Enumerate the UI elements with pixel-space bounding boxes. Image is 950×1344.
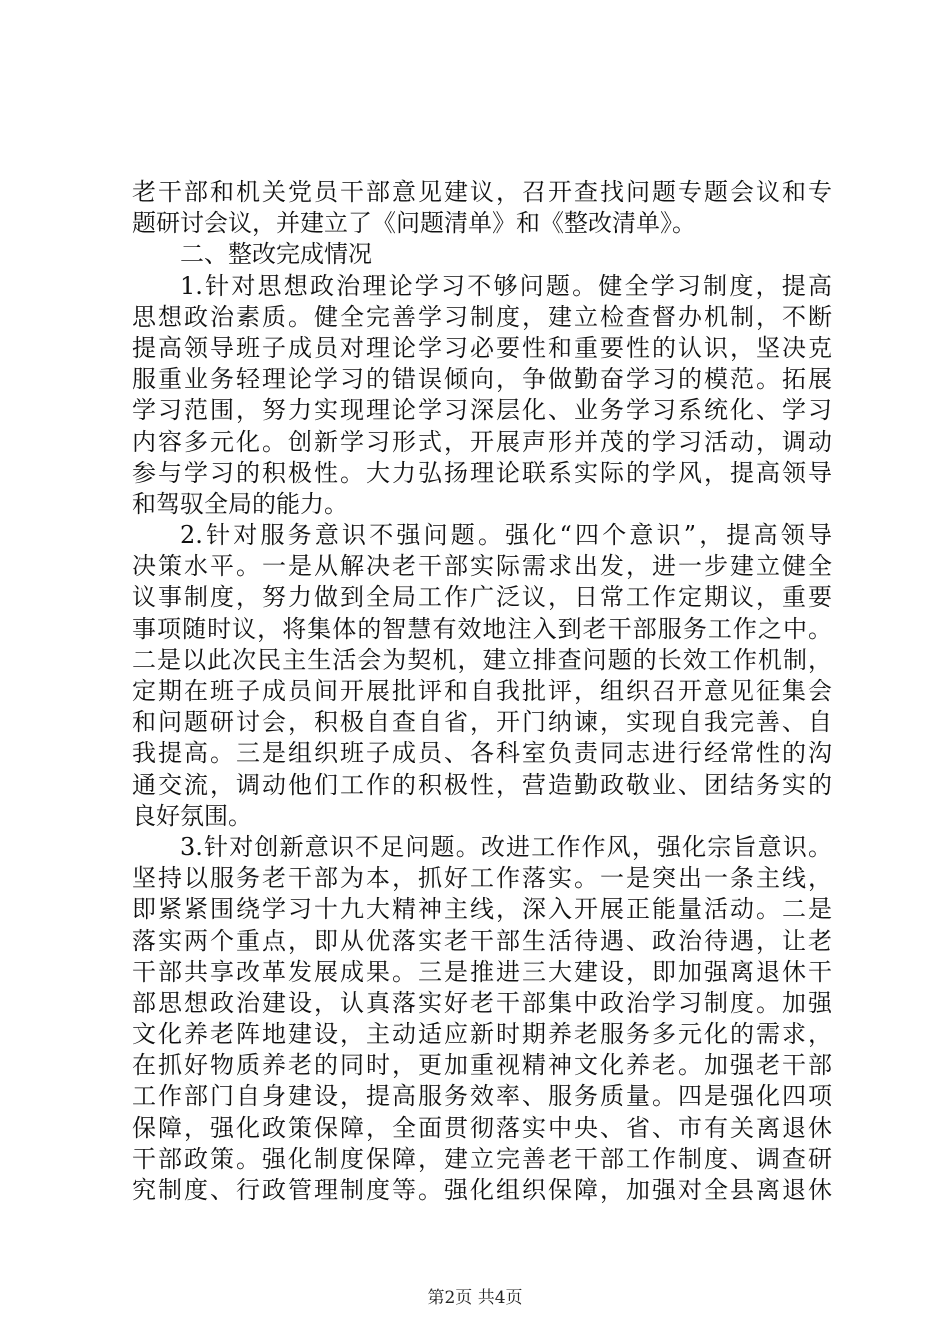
- text-line: 部思想政治建设，认真落实好老干部集中政治学习制度。加强: [132, 988, 832, 1017]
- page-footer: [0, 1287, 950, 1309]
- text-line: 即紧紧围绕学习十九大精神主线，深入开展正能量活动。二是: [132, 895, 832, 924]
- text-line: 究制度、行政管理制度等。强化组织保障，加强对全县离退休: [132, 1176, 832, 1204]
- text-line: 内容多元化。创新学习形式，开展声形并茂的学习活动，调动: [132, 427, 832, 456]
- text-line: 学习范围，努力实现理论学习深层化、业务学习系统化、学习: [132, 396, 832, 425]
- text-line: 题研讨会议，并建立了《问题清单》和《整改清单》。: [132, 209, 696, 238]
- text-line: 和问题研讨会，积极自查自省，开门纳谏，实现自我完善、自: [132, 708, 832, 737]
- text-line: 服重业务轻理论学习的错误倾向，争做勤奋学习的模范。拓展: [132, 365, 832, 394]
- paragraph-start: 1.针对思想政治理论学习不够问题。健全学习制度，提高: [180, 271, 832, 300]
- text-line: 文化养老阵地建设，主动适应新时期养老服务多元化的需求，: [132, 1020, 832, 1049]
- body-text: [132, 177, 832, 1206]
- text-line: 决策水平。一是从解决老干部实际需求出发，进一步建立健全: [132, 552, 832, 581]
- text-line: 工作部门自身建设，提高服务效率、服务质量。四是强化四项: [132, 1082, 832, 1111]
- text-line: 议事制度，努力做到全局工作广泛议，日常工作定期议，重要: [132, 583, 832, 612]
- text-line: 在抓好物质养老的同时，更加重视精神文化养老。加强老干部: [132, 1051, 832, 1080]
- text-line: 参与学习的积极性。大力弘扬理论联系实际的学风，提高领导: [132, 458, 832, 487]
- text-line: 思想政治素质。健全完善学习制度，建立检查督办机制，不断: [132, 302, 832, 331]
- paragraph-start: 2.针对服务意识不强问题。强化“四个意识”，提高领导: [180, 521, 832, 550]
- paragraph-start: 3.针对创新意识不足问题。改进工作作风，强化宗旨意识。: [180, 832, 832, 861]
- section-heading: 二、整改完成情况: [180, 240, 372, 269]
- text-line: 保障，强化政策保障，全面贯彻落实中央、省、市有关离退休: [132, 1113, 832, 1142]
- text-line: 事项随时议，将集体的智慧有效地注入到老干部服务工作之中。: [132, 614, 832, 643]
- text-line: 定期在班子成员间开展批评和自我批评，组织召开意见征集会: [132, 677, 832, 705]
- text-line: 坚持以服务老干部为本，抓好工作落实。一是突出一条主线，: [132, 864, 832, 893]
- text-line: 提高领导班子成员对理论学习必要性和重要性的认识，坚决克: [132, 333, 832, 362]
- text-line: 干部共享改革发展成果。三是推进三大建设，即加强离退休干: [132, 957, 832, 986]
- text-line: 我提高。三是组织班子成员、各科室负责同志进行经常性的沟: [132, 739, 832, 768]
- text-line: 通交流，调动他们工作的积极性，营造勤政敬业、团结务实的: [132, 770, 832, 799]
- text-line: 二是以此次民主生活会为契机，建立排查问题的长效工作机制，: [132, 645, 832, 674]
- text-line: 老干部和机关党员干部意见建议，召开查找问题专题会议和专: [132, 178, 832, 206]
- text-line: 干部政策。强化制度保障，建立完善老干部工作制度、调查研: [132, 1144, 832, 1173]
- text-line: 落实两个重点，即从优落实老干部生活待遇、政治待遇，让老: [132, 926, 832, 955]
- text-line: 和驾驭全局的能力。: [132, 489, 348, 518]
- page-number: 第2页 共4页: [427, 1288, 523, 1308]
- text-line: 良好氛围。: [132, 801, 252, 830]
